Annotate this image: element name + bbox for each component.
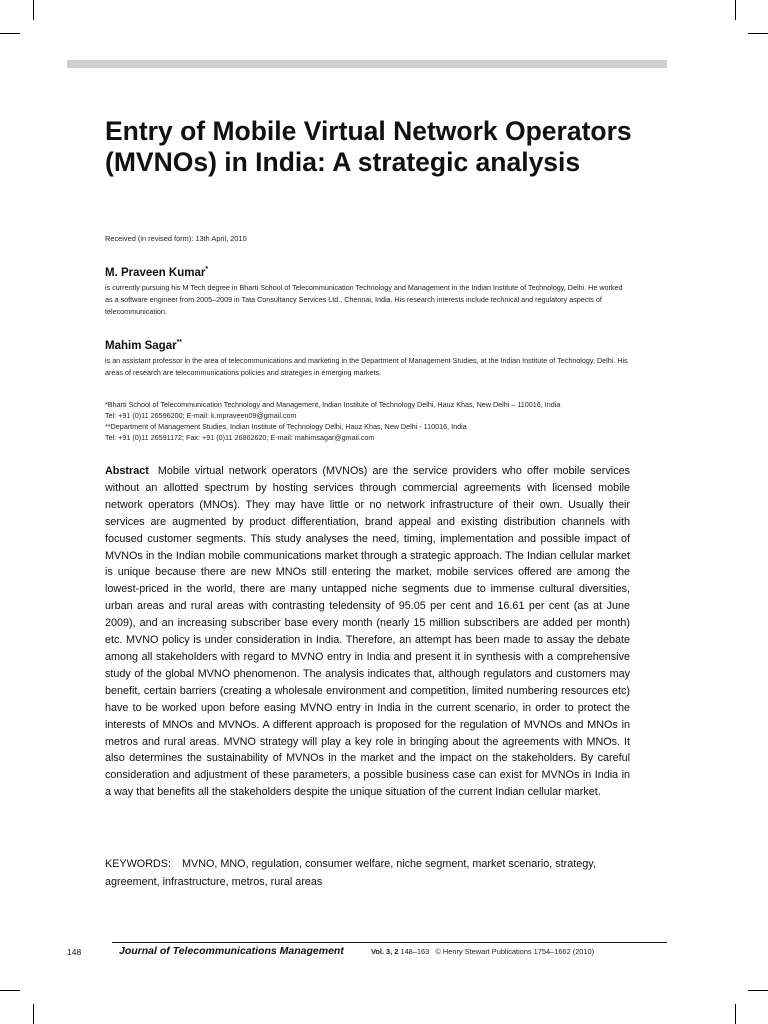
author-name <box>105 339 182 352</box>
footer-rule <box>112 942 667 943</box>
crop-mark <box>735 0 736 20</box>
received-date: Received (in revised form): 13th April, 2010 <box>105 234 247 243</box>
affiliations <box>105 399 635 443</box>
affiliation-line: *Bharti School of Telecommunication Technology and Management, Indian Institute of Technology Delhi, Hauz Khas, New Delhi – 110016, India <box>105 400 561 409</box>
crop-mark <box>0 33 20 34</box>
abstract-label: Abstract <box>105 465 149 477</box>
author-name <box>105 266 208 279</box>
author-mark: ** <box>176 339 183 346</box>
crop-mark <box>735 1004 736 1024</box>
author-name-text: M. Praveen Kumar <box>105 266 206 279</box>
journal-name: Journal of Telecommunications Management <box>119 945 344 957</box>
volume-info <box>371 947 594 956</box>
affiliation-line: Tel: +91 (0)11 26591172; Fax: +91 (0)11 26862620; E-mail: mahimsagar@gmail.com <box>105 433 375 442</box>
author-bio: is currently pursuing his M Tech degree in Bharti School of Telecommunication Technology and Management in the Indian Institute of Technology, Delhi. He worked as a software engineer from 2005–2009 in Tata Consultancy Services Ltd., Chennai, India. His research interests include technical and regulatory aspects of telecommunication. <box>105 283 623 316</box>
header-rule <box>67 60 667 68</box>
author-name-text: Mahim Sagar <box>105 339 177 352</box>
crop-mark <box>748 990 768 991</box>
author-mark: * <box>205 266 209 273</box>
article-title: Entry of Mobile Virtual Network Operators (MVNOs) in India: A strategic analysis <box>105 116 632 177</box>
copyright: © Henry Stewart Publications 1754–1662 (2010) <box>435 947 595 956</box>
affiliation-line: **Department of Management Studies, Indian Institute of Technology Delhi, Hauz Khas, New Delhi - 110016, India <box>105 422 467 431</box>
crop-mark <box>33 1004 34 1024</box>
keywords-label: KEYWORDS: <box>105 858 171 870</box>
keywords-text: MVNO, MNO, regulation, consumer welfare, niche segment, market scenario, strategy, agreement, infrastructure, metros, rural areas <box>105 858 596 888</box>
affiliation-line: Tel: +91 (0)11 26596200; E-mail: k.mpraveen09@gmail.com <box>105 411 297 420</box>
abstract-text: Mobile virtual network operators (MVNOs) are the service providers who offer mobile services without an allotted spectrum by hosting services through commercial agreements with licensed mobile network operators (MNOs). They may have little or no network infrastructure of their own. Usually their services are augmented by product differentiation, brand appeal and existing distribution channels with focused customer segments. This study analyses the need, timing, implementation and possible impact of MVNOs in the Indian mobile communications market through a strategic approach. The Indian cellular market is unique because there are new MNOs still entering the market, mobile services offered are among the lowest-priced in the world, there are many untapped niche segments due to immense cultural diversities, urban areas and rural areas with contrasting teledensity of 95.05 per cent and 16.61 per cent (as at June 2009), and an increasing subscriber base every month (nearly 15 million subscribers are added per month) etc. MVNO policy is under consideration in India. Therefore, an attempt has been made to assay the debate among all stakeholders with regard to MVNO entry in India and present it in synthesis with a comprehensive study of the global MVNO phenomenon. The analysis indicates that, although regulators and customers may benefit, certain barriers (creating a wholesale environment and competition, limited numbering resources etc) have to be worked upon before easing MVNO entry in India in the current scenario, in order to protect the interests of MNOs and MVNOs. A different approach is proposed for the regulation of MVNOs and MNOs in metros and rural areas. MVNO strategy will play a key role in bringing about the agreements with MNOs. It also determines the sustainability of MVNOs in the market and the impact on the stakeholders. By careful consideration and adjustment of these parameters, a possible business case can exist for MVNOs in India in a way that benefits all the stakeholders despite the unique situation of the current Indian cellular market. <box>105 465 630 799</box>
page-number: 148 <box>67 947 82 957</box>
crop-mark <box>33 0 34 20</box>
crop-mark <box>748 33 768 34</box>
author-bio: is an assistant professor in the area of telecommunications and marketing in the Department of Management Studies, at the Indian Institute of Technology, Delhi. His areas of research are telecommunications policies and strategies in emerging markets. <box>105 356 628 377</box>
page-range: 148–163 <box>400 947 430 956</box>
crop-mark <box>0 990 20 991</box>
volume-number: Vol. 3, 2 <box>371 947 399 956</box>
abstract <box>105 463 630 801</box>
keywords <box>105 856 630 891</box>
